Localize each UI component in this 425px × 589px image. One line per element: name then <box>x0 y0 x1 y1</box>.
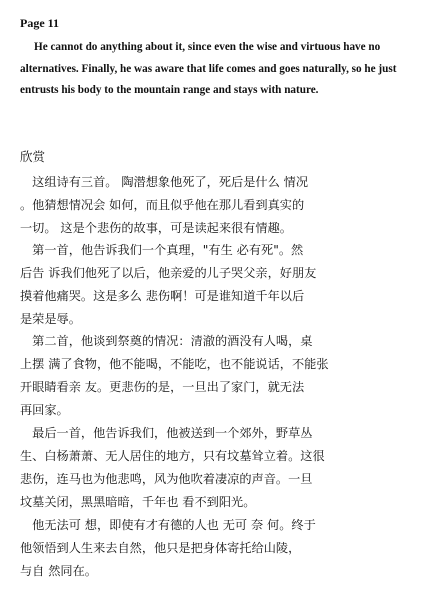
chinese-paragraph-5: 他无法可 想，即使有才有德的人也 无可 奈 何。终于 他领悟到人生来去自然，他只是把身体寄托给山陵， 与自 然同在。 <box>20 518 316 578</box>
chinese-paragraph-3: 第二首，他谈到祭奠的情况：清澈的酒没有人喝，桌 上摆 满了食物，他不能喝，不能吃，也不能说话，不能张 开眼睛看亲 友。更悲伤的是，一旦出了家门，就无法 再回家。 <box>20 334 329 417</box>
chinese-paragraph-1: 这组诗有三首。 陶潜想象他死了，死后是什么 情况 。他猜想情况会 如何，而且似乎他在那儿看到真实的 一切。 这是个悲伤的故事，可是读起来很有情趣。 <box>20 175 309 235</box>
english-paragraph: He cannot do anything about it, since even the wise and virtuous have no alternatives. Finally, he was aware that life comes and goes naturally, so he just entrusts his body to the mountain range and stays with nature. <box>20 41 397 96</box>
chinese-paragraph-4: 最后一首，他告诉我们，他被送到一个郊外，野草丛 生、白杨萧萧、无人居住的地方，只有坟墓耸立着。这很 悲伤，连马也为他悲鸣，风为他吹着凄凉的声音。一旦 坟墓关闭，黑黑暗暗，千年也 看不到阳光。 <box>20 426 325 509</box>
page-number: Page 11 <box>20 16 59 30</box>
chinese-paragraph-2: 第一首，他告诉我们一个真理，"有生 必有死"。然 后告 诉我们他死了以后，他亲爱的儿子哭父亲，好朋友 摸着他痛哭。这是多么 悲伤啊！可是谁知道千年以后 是荣是辱。 <box>20 243 317 326</box>
section-heading: 欣赏 <box>20 149 46 164</box>
